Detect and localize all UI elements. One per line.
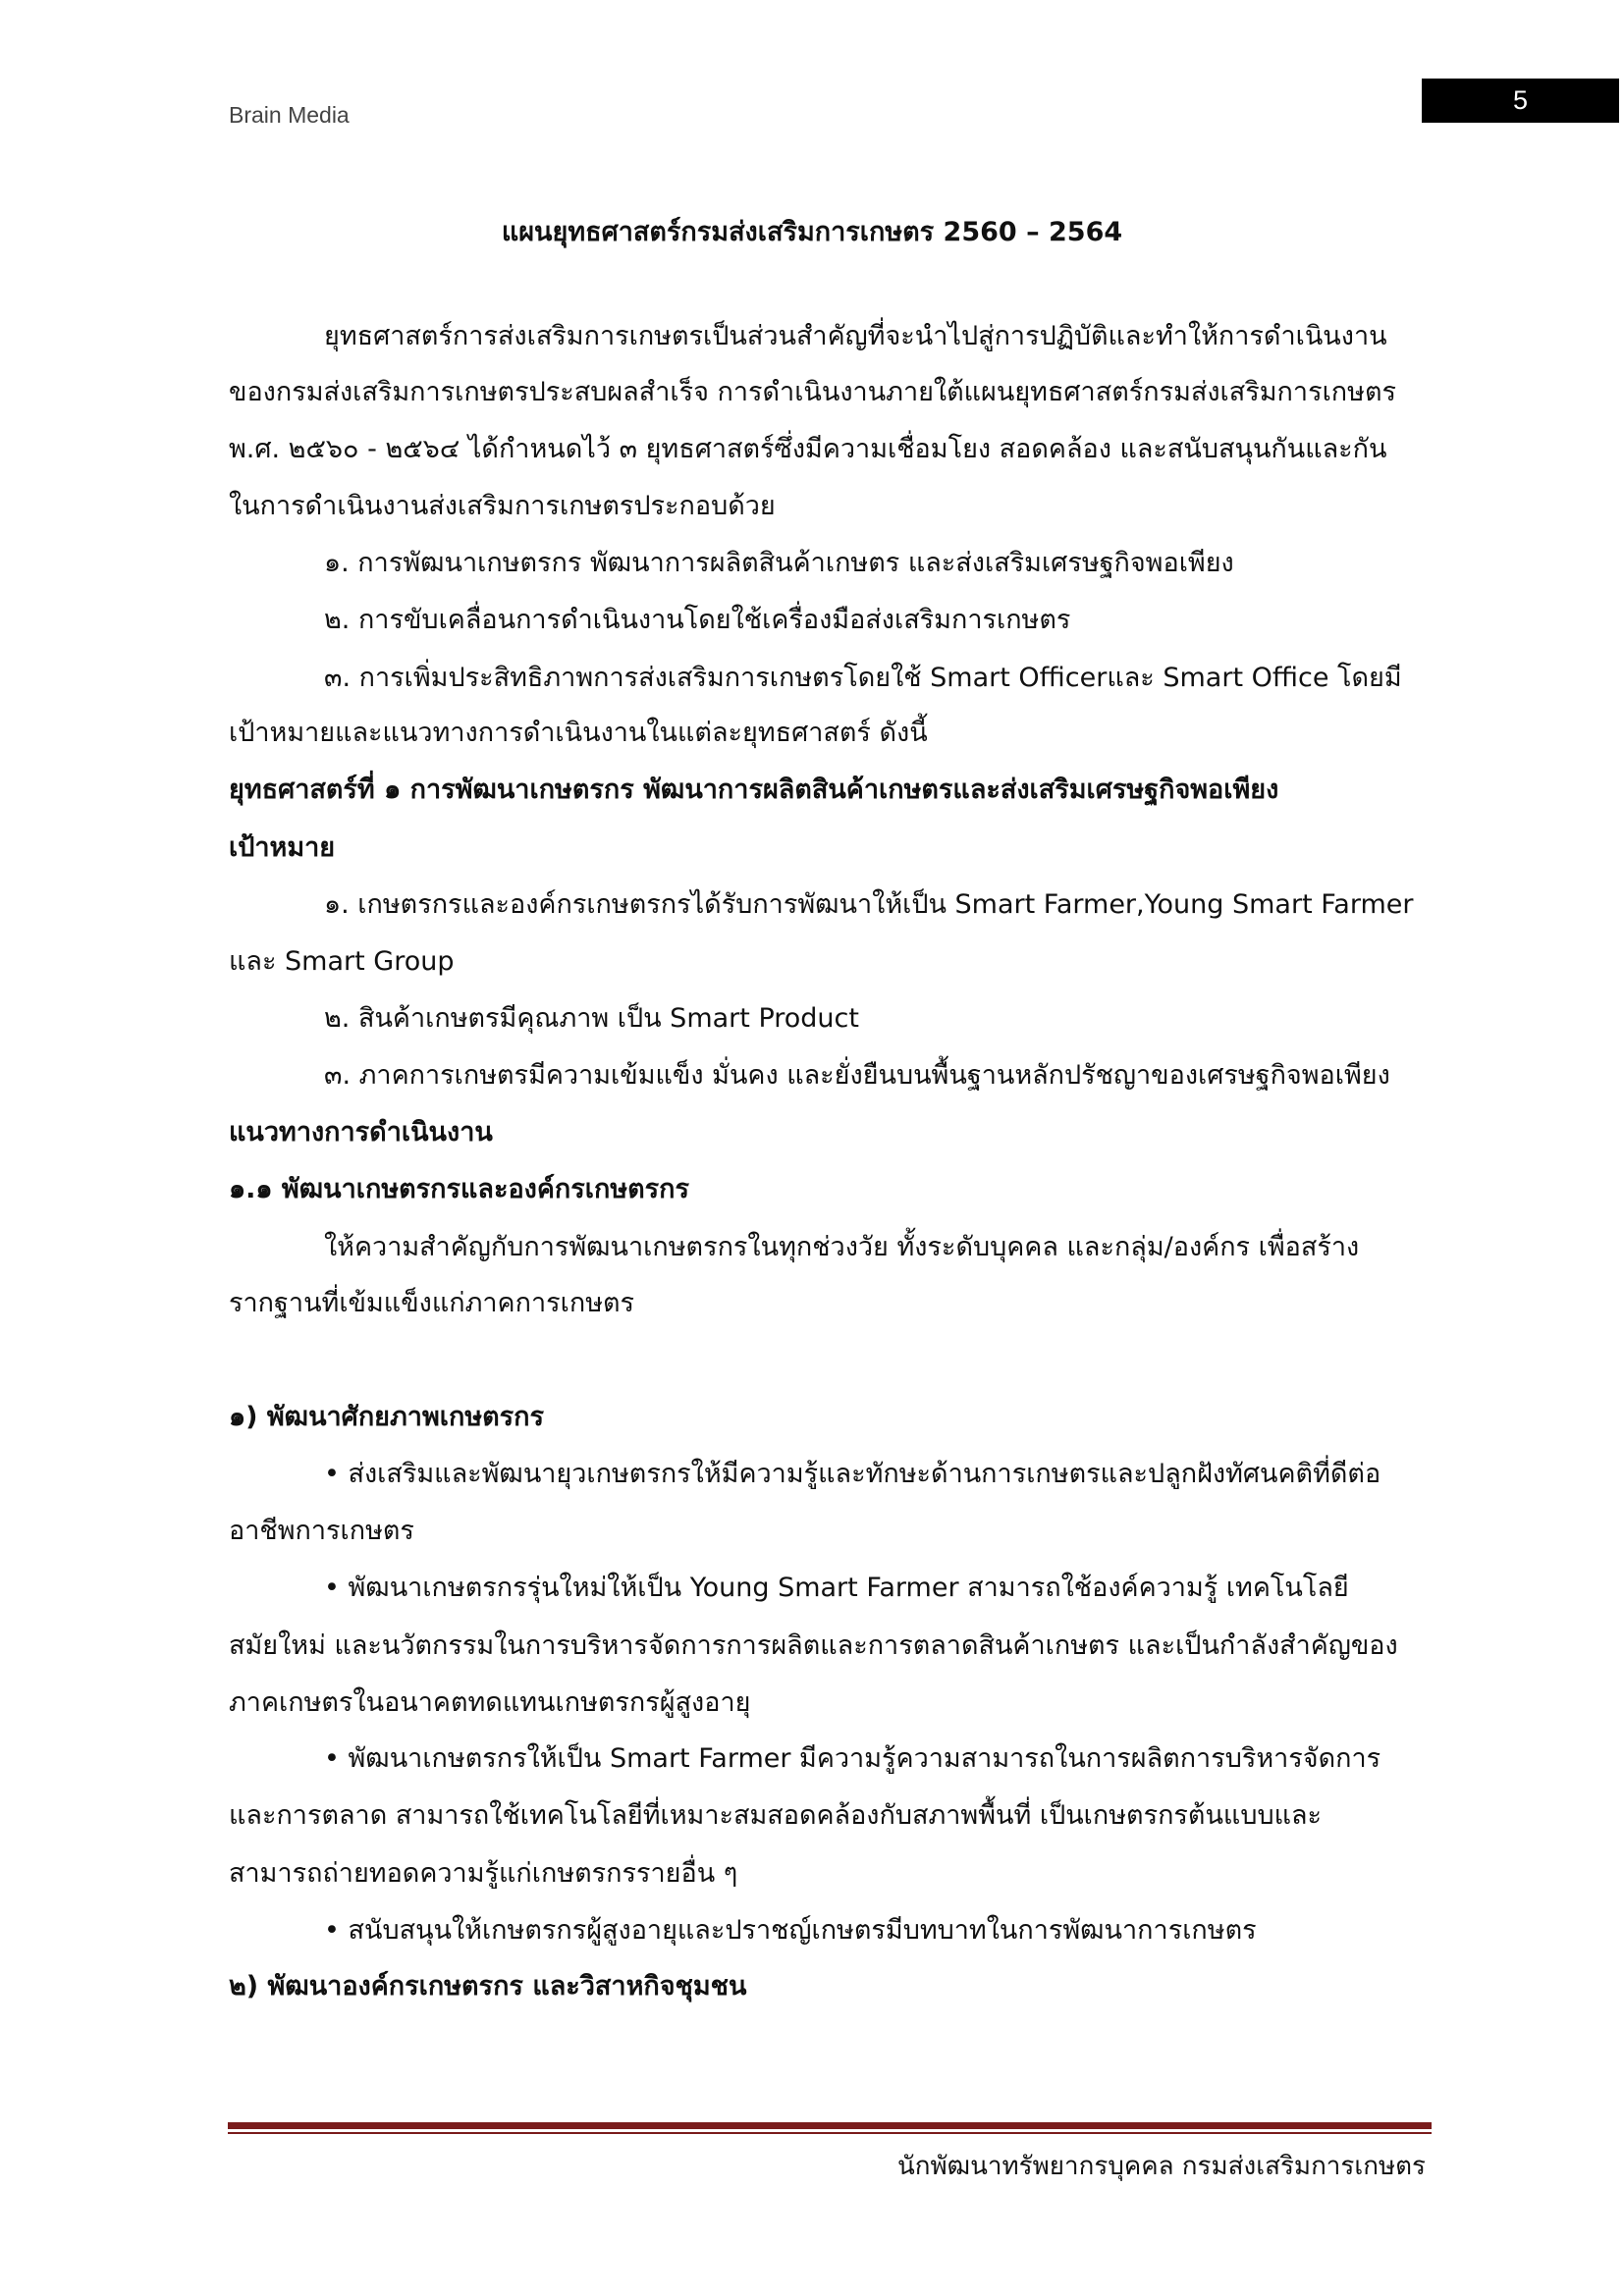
list-item: ๑. เกษตรกรและองค์กรเกษตรกรได้รับการพัฒนาให้เป็น Smart Farmer,Young Smart Farmer bbox=[324, 889, 1414, 920]
footer-text: นักพัฒนาทรัพยากรบุคคล กรมส่งเสริมการเกษตร bbox=[897, 2152, 1426, 2181]
paragraph-line: และการตลาด สามารถใช้เทคโนโลยีที่เหมาะสมสอดคล้องกับสภาพพื้นที่ เป็นเกษตรกรต้นแบบและ bbox=[229, 1800, 1323, 1831]
paragraph-line: อาชีพการเกษตร bbox=[229, 1516, 414, 1546]
paragraph-line: พ.ศ. ๒๕๖๐ - ๒๕๖๔ ได้กำหนดไว้ ๓ ยุทธศาสตร์ซึ่งมีความเชื่อมโยง สอดคล้อง และสนับสนุนกันและกัน bbox=[229, 434, 1387, 464]
section-heading: เป้าหมาย bbox=[229, 832, 336, 863]
bullet-item: • ส่งเสริมและพัฒนายุวเกษตรกรให้มีความรู้และทักษะด้านการเกษตรและปลูกฝังทัศนคติที่ดีต่อ bbox=[324, 1459, 1381, 1489]
bullet-item: • พัฒนาเกษตรกรให้เป็น Smart Farmer มีความรู้ความสามารถในการผลิตการบริหารจัดการ bbox=[324, 1743, 1381, 1774]
paragraph-line: ในการดำเนินงานส่งเสริมการเกษตรประกอบด้วย bbox=[229, 491, 776, 521]
header-brand: Brain Media bbox=[229, 102, 350, 128]
paragraph-line: ให้ความสำคัญกับการพัฒนาเกษตรกรในทุกช่วงวัย ทั้งระดับบุคคล และกลุ่ม/องค์กร เพื่อสร้าง bbox=[324, 1232, 1360, 1262]
list-item: ๓. การเพิ่มประสิทธิภาพการส่งเสริมการเกษตรโดยใช้ Smart Officerและ Smart Office โดยมี bbox=[324, 663, 1402, 693]
list-item: ๒. การขับเคลื่อนการดำเนินงานโดยใช้เครื่องมือส่งเสริมการเกษตร bbox=[324, 605, 1071, 635]
paragraph-line: สามารถถ่ายทอดความรู้แก่เกษตรกรรายอื่น ๆ bbox=[229, 1858, 738, 1889]
paragraph-line: ของกรมส่งเสริมการเกษตรประสบผลสำเร็จ การดำเนินงานภายใต้แผนยุทธศาสตร์กรมส่งเสริมการเกษตร bbox=[229, 377, 1396, 407]
document-title: แผนยุทธศาสตร์กรมส่งเสริมการเกษตร 2560 – 2564 bbox=[501, 217, 1123, 247]
strategy-heading: ยุทธศาสตร์ที่ ๑ การพัฒนาเกษตรกร พัฒนาการผลิตสินค้าเกษตรและส่งเสริมเศรษฐกิจพอเพียง bbox=[229, 774, 1279, 805]
paragraph-line: เป้าหมายและแนวทางการดำเนินงานในแต่ละยุทธศาสตร์ ดังนี้ bbox=[229, 718, 928, 748]
footer-rule-thin bbox=[228, 2132, 1432, 2134]
list-item: ๒. สินค้าเกษตรมีคุณภาพ เป็น Smart Product bbox=[324, 1003, 859, 1034]
paragraph-line: ยุทธศาสตร์การส่งเสริมการเกษตรเป็นส่วนสำคัญที่จะนำไปสู่การปฏิบัติและทำให้การดำเนินงาน bbox=[324, 321, 1387, 351]
footer-rule bbox=[228, 2122, 1432, 2129]
paragraph-line: สมัยใหม่ และนวัตกรรมในการบริหารจัดการการผลิตและการตลาดสินค้าเกษตร และเป็นกำลังสำคัญของ bbox=[229, 1630, 1398, 1661]
page-number: 5 bbox=[1422, 79, 1619, 123]
subsection-heading: ๒) พัฒนาองค์กรเกษตรกร และวิสาหกิจชุมชน bbox=[229, 1971, 747, 2002]
subsection-heading: ๑.๑ พัฒนาเกษตรกรและองค์กรเกษตรกร bbox=[229, 1174, 690, 1204]
bullet-item: • พัฒนาเกษตรกรรุ่นใหม่ให้เป็น Young Smart Farmer สามารถใช้องค์ความรู้ เทคโนโลยี bbox=[324, 1573, 1349, 1603]
list-item: ๑. การพัฒนาเกษตรกร พัฒนาการผลิตสินค้าเกษตร และส่งเสริมเศรษฐกิจพอเพียง bbox=[324, 548, 1234, 578]
paragraph-line: ภาคเกษตรในอนาคตทดแทนเกษตรกรผู้สูงอายุ bbox=[229, 1687, 751, 1718]
bullet-item: • สนับสนุนให้เกษตรกรผู้สูงอายุและปราชญ์เกษตรมีบทบาทในการพัฒนาการเกษตร bbox=[324, 1915, 1257, 1946]
paragraph-line: รากฐานที่เข้มแข็งแก่ภาคการเกษตร bbox=[229, 1288, 635, 1318]
section-heading: แนวทางการดำเนินงาน bbox=[229, 1117, 493, 1148]
paragraph-line: และ Smart Group bbox=[229, 946, 455, 977]
list-item: ๓. ภาคการเกษตรมีความเข้มแข็ง มั่นคง และยั่งยืนบนพื้นฐานหลักปรัชญาของเศรษฐกิจพอเพียง bbox=[324, 1060, 1390, 1091]
subsection-heading: ๑) พัฒนาศักยภาพเกษตรกร bbox=[229, 1402, 545, 1432]
